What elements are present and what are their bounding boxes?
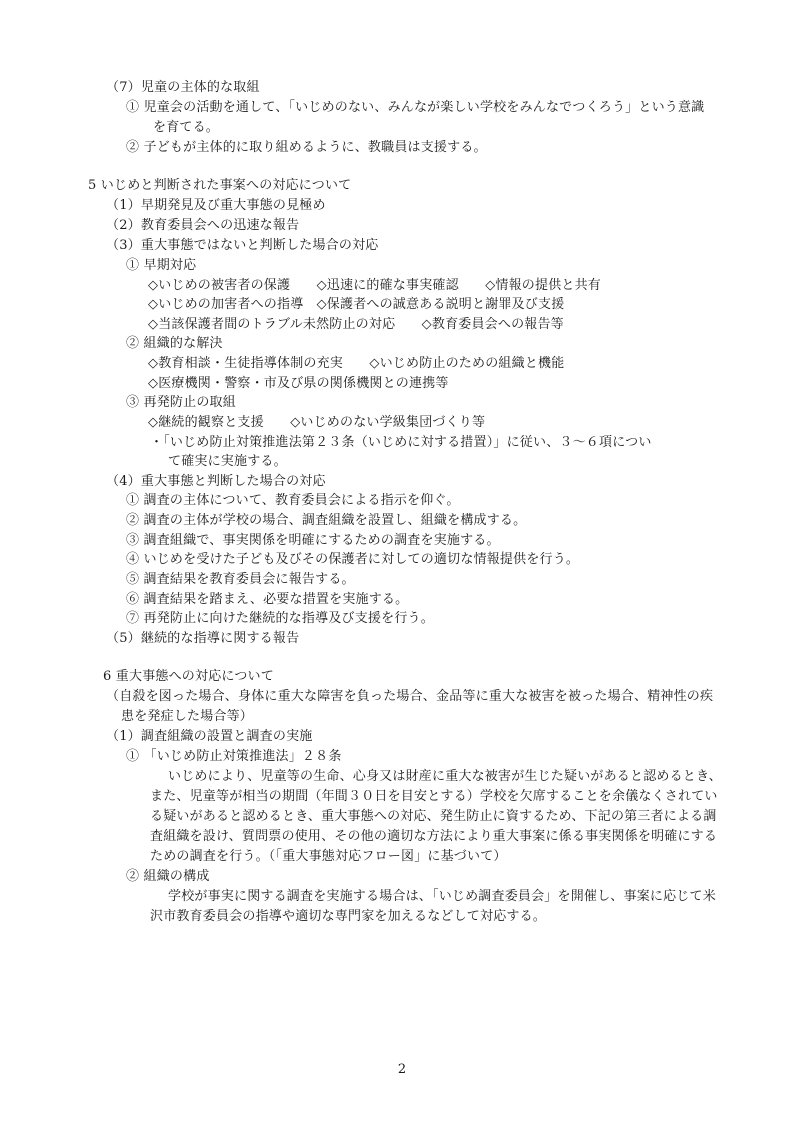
page-number: 2 <box>397 1062 407 1077</box>
section5-sub1: （1）早期発見及び重大事態の見極め <box>106 198 326 213</box>
section7-item1-line1: ① 児童会の活動を通して、「いじめのない、みんなが楽しい学校をみんなでつくろう」という意識 <box>126 100 705 115</box>
law-article-line5: ための調査を行う。（「重大事態対応フロー図」に基づいて） <box>150 849 507 864</box>
section5-sub4: （4）重大事態と判断した場合の対応 <box>106 474 326 489</box>
prevention-line1: ◇継続的観察と支援 ◇いじめのない学級集団づくり等 <box>148 415 486 430</box>
early-response-title: ① 早期対応 <box>126 258 197 273</box>
prevention-line2: ・「いじめ防止対策推進法第２３条（いじめに対する措置）」に従い、３～６項につい <box>150 435 652 450</box>
early-response-line1: ◇いじめの被害者の保護 ◇迅速に的確な事実確認 ◇情報の提供と共有 <box>148 278 601 293</box>
serious-item3: ③ 調査組織で、事実関係を明確にするための調査を実施する。 <box>126 533 500 548</box>
early-response-line3: ◇当該保護者間のトラブル未然防止の対応 ◇教育委員会への報告等 <box>148 317 564 332</box>
section5-sub3: （3）重大事態ではないと判断した場合の対応 <box>106 238 379 253</box>
section7-heading: （7）児童の主体的な取組 <box>106 80 260 95</box>
section5-sub5: （5）継続的な指導に関する報告 <box>106 631 300 646</box>
serious-item5: ⑤ 調査結果を教育委員会に報告する。 <box>126 572 355 587</box>
serious-item7: ⑦ 再発防止に向けた継続的な指導及び支援を行う。 <box>126 611 434 626</box>
section5-heading: 5 いじめと判断された事案への対応について <box>88 178 352 193</box>
section6-heading: 6 重大事態への対応について <box>103 669 274 684</box>
prevention-line3: て確実に実施する。 <box>168 454 287 469</box>
org-resolution-line1: ◇教育相談・生徒指導体制の充実 ◇いじめ防止のための組織と機能 <box>148 356 565 371</box>
section6-note-line1: （自殺を図った場合、身体に重大な障害を負った場合、金品等に重大な被害を被った場合、精神性の疾 <box>106 689 714 704</box>
composition-title: ② 組織の構成 <box>126 869 210 884</box>
org-resolution-line2: ◇医療機関・警察・市及び県の関係機関との連携等 <box>148 376 449 391</box>
law-article-line2: また、児童等が相当の期間（年間３０日を目安とする）学校を欠席することを余儀なくされてい <box>150 789 718 804</box>
serious-item1: ① 調査の主体について、教育委員会による指示を仰ぐ。 <box>126 493 460 508</box>
prevention-title: ③ 再発防止の取組 <box>126 395 236 410</box>
section5-sub2: （2）教育委員会への迅速な報告 <box>106 218 300 233</box>
early-response-line2: ◇いじめの加害者への指導 ◇保護者への誠意ある説明と謝罪及び支援 <box>148 297 565 312</box>
law-article-title: ① 「いじめ防止対策推進法」２８条 <box>126 749 342 764</box>
serious-item4: ④ いじめを受けた子ども及びその保護者に対しての適切な情報提供を行う。 <box>126 552 580 567</box>
serious-item6: ⑥ 調査結果を踏まえ、必要な措置を実施する。 <box>126 592 409 607</box>
composition-line2: 沢市教育委員会の指導や適切な専門家を加えるなどして対応する。 <box>150 909 547 924</box>
law-article-line4: 査組織を設け、質問票の使用、その他の適切な方法により重大事案に係る事実関係を明確にする <box>150 829 718 844</box>
law-article-line1: いじめにより、児童等の生命、心身又は財産に重大な被害が生じた疑いがあると認めるとき、 <box>168 769 722 784</box>
section6-sub1: （1）調査組織の設置と調査の実施 <box>106 729 313 744</box>
section7-item2: ② 子どもが主体的に取り組めるように、教職員は支援する。 <box>126 140 487 155</box>
org-resolution-title: ② 組織的な解決 <box>126 336 223 351</box>
serious-item2: ② 調査の主体が学校の場合、調査組織を設置し、組織を構成する。 <box>126 513 527 528</box>
section6-note-line2: 患を発症した場合等） <box>121 709 254 724</box>
composition-line1: 学校が事実に関する調査を実施する場合は、「いじめ調査委員会」を開催し、事案に応じて米 <box>168 889 716 904</box>
law-article-line3: る疑いがあると認めるとき、重大事態への対応、発生防止に資するため、下記の第三者による調 <box>150 809 717 824</box>
section7-item1-line2: を育てる。 <box>153 120 220 135</box>
